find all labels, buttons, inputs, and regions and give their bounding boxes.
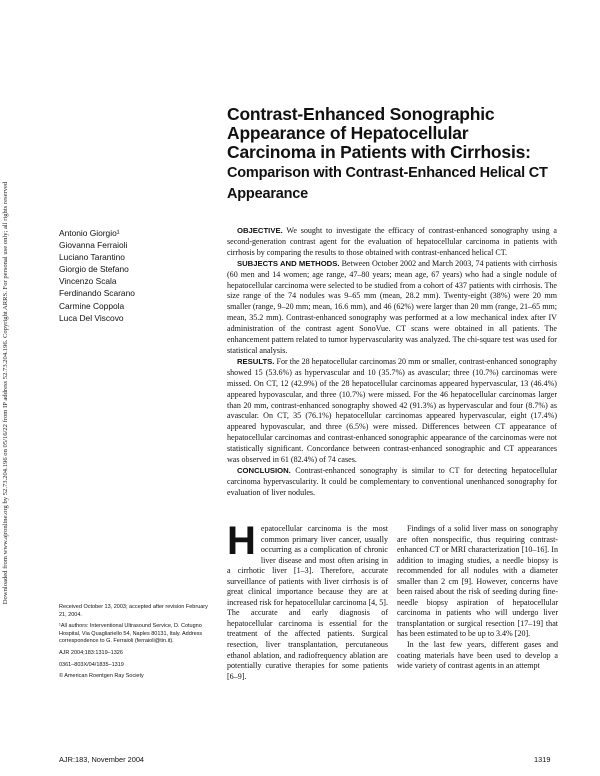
abstract-text: We sought to investigate the efficacy of contrast-enhanced sonography using a second-generation contrast agent for the evaluation of hepatocellular carcinoma in patients with cirrhosis by comparing the results to those obtained with contrast-enhanced helical CT.: [227, 226, 557, 257]
author-name: Vincenzo Scala: [59, 276, 117, 287]
abstract-objective: [227, 226, 557, 259]
author-name: Carmine Coppola: [59, 300, 125, 311]
body-column-2: [397, 524, 558, 672]
body-paragraph: In the last few years, different gases and coating materials have been used to develop a wide variety of contrast agents in an attempt: [397, 640, 558, 671]
copyright: © American Roentgen Ray Society: [59, 673, 144, 680]
intro-paragraph: [227, 519, 388, 682]
title-subtitle: Comparison with Contrast-Enhanced Helical CT Appearance: [227, 165, 548, 202]
abstract-text: For the 28 hepatocellular carcinomas 20 mm or smaller, contrast-enhanced sonography showed 15 (53.6%) as hypervascular and 10 (35.7%) as avascular; three (10.7%) carcinomas were missed. On CT, 12 (42.9%) of the 28 hepatocellular carcinomas appeared hypervascular, 13 (46.4%) appeared hypovascular, and three (10.7%) were missed. For the 46 hepatocellular carcinomas larger than 20 mm, contrast-enhanced sonography showed 42 (91.3%) as hypervascular and four (8.7%) as avascular. On CT, 35 (76.1%) hepatocellular carcinomas appeared hypervascular, eight (17.4%) appeared hypovascular, and three (6.5%) were missed. Differences between CT appearance of hepatocellular carcinomas and contrast-enhanced sonographic appearance of the carcinomas were not statistically significant. Concordance between contrast-enhanced sonographic and CT appearances was observed in 61 (82.4%) of 74 cases.: [227, 356, 558, 465]
abstract-methods: [227, 259, 557, 357]
abstract-heading: OBJECTIVE.: [237, 226, 283, 235]
body-paragraph: Findings of a solid liver mass on sonography are often nonspecific, thus requiring contrast-enhanced CT or MRI characterization [10–16]. In addition to imaging studies, a needle biopsy is recommended for all nodules with a diameter smaller than 2 cm [9]. However, concerns have been raised about the risk of seeding during fine-needle biopsy aspiration of hepatocellular carcinoma in patients who will undergo liver transplantation or surgical resection [17–19] that has been estimated to be up to 3.4% [20].: [397, 524, 558, 639]
title-main: Contrast-Enhanced Sonographic Appearance of Hepatocellular Carcinoma in Patients with Cirrhosis:: [227, 104, 531, 162]
author-name: Giorgio de Stefano: [59, 264, 129, 275]
author-list: [59, 227, 209, 324]
abstract-conclusion: [227, 466, 557, 499]
author-affiliation: ¹All authors: Interventional Ultrasound Service, D. Cotugno Hospital, Via Quagliariello 54, Naples 80131, Italy. Address correspondence to G. Ferraioli (ferraioli@tin.it).: [59, 623, 203, 645]
page-number: 1319: [534, 755, 551, 764]
issn: 0361–803X/04/1835–1319: [59, 661, 124, 668]
abstract-results: [227, 357, 557, 466]
body-column-1: [227, 519, 388, 682]
body-text: epatocellular carcinoma is the most common primary liver cancer, usually occurring as a complication of chronic liver disease and most often arising in a cirrhotic liver [1–3]. Therefore, accurate surveillance of patients with liver cirrhosis is of great clinical importance because they are at increased risk for hepatocellular carcinoma [4, 5]. The accurate and early diagnosis of hepatocellular carcinoma is essential for the treatment of the affected patients. Surgical resection, liver transplantation, percutaneous ethanol ablation, and radiofrequency ablation are potentially curative therapies for some patients [6–9].: [227, 524, 388, 681]
abstract-heading: SUBJECTS AND METHODS.: [237, 258, 340, 268]
article-title: [227, 105, 557, 204]
author-name: Luca Del Viscovo: [59, 312, 124, 323]
journal-footer: AJR:183, November 2004: [59, 755, 145, 764]
author-name: Antonio Giorgio¹: [59, 228, 120, 238]
author-name: Giovanna Ferraioli: [59, 240, 128, 251]
abstract-text: Contrast-enhanced sonography is similar to CT for detecting hepatocellular carcinoma hypervascularity. It could be complementary to conventional unenhanced sonography for evaluation of liver nodules.: [227, 465, 558, 497]
author-name: Luciano Tarantino: [59, 252, 125, 263]
abstract: [227, 226, 557, 499]
citation: AJR 2004;183:1319–1326: [59, 649, 123, 656]
download-notice: Downloaded from www.ajronline.org by 52.73.204.196 on 05/16/22 from IP address 52.73.204.196. Copyright ARRS. For personal use only; all rights reserved: [2, 181, 9, 605]
author-name: Ferdinando Scarano: [59, 288, 135, 299]
article-metadata: [59, 604, 209, 685]
abstract-heading: CONCLUSION.: [237, 465, 291, 475]
abstract-heading: RESULTS.: [237, 356, 275, 366]
received-date: Received October 13, 2003; accepted after revision February 21, 2004.: [59, 604, 208, 618]
drop-cap: H: [227, 519, 256, 563]
abstract-text: Between October 2002 and March 2003, 74 patients with cirrhosis (60 men and 14 women; age range, 47–80 years; mean age, 67 years) who had a single nodule of hepatocellular carcinoma were selected to be studied from a cohort of 437 patients with cirrhosis. The size range of the 74 nodules was 9–65 mm (mean, 28.2 mm). Twenty-eight (38%) were 20 mm smaller (range, 9–20 mm; mean, 16.6 mm), and 46 (62%) were larger than 20 mm (range, 21–65 mm; mean, 35.2 mm). Contrast-enhanced sonography was performed at a low mechanical index after IV administration of the contrast agent SonoVue. CT scans were obtained in all patients. The enhancement pattern related to tumor hypervascularity was analyzed. The chi-square test was used for statistical analysis.: [227, 258, 557, 355]
